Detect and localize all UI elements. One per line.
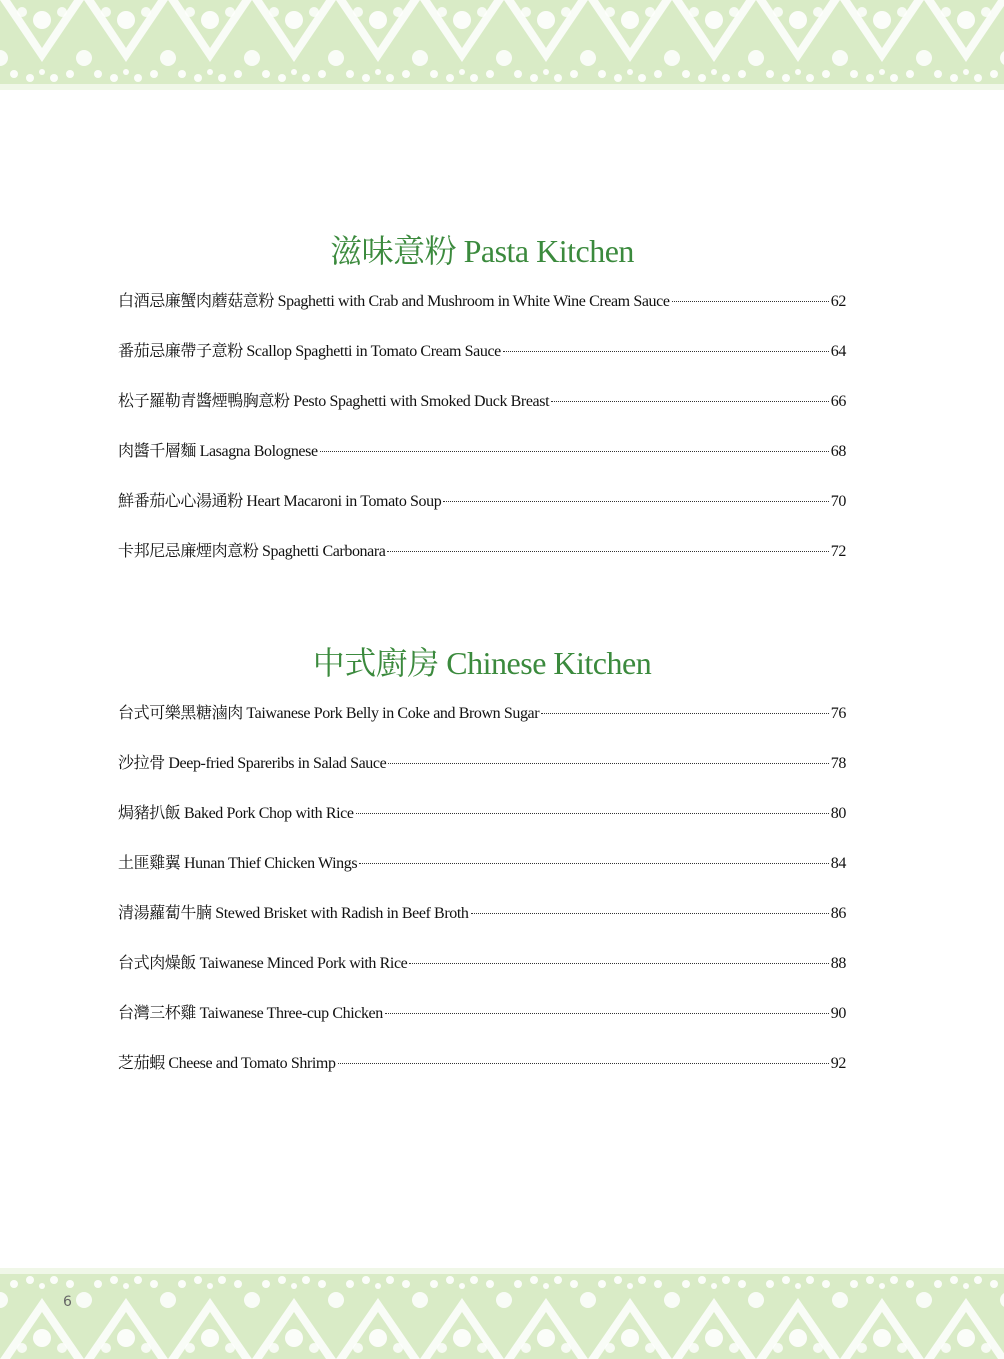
toc-item-page: 70: [830, 493, 846, 510]
toc-item-page: 90: [830, 1005, 846, 1022]
toc-item[interactable]: [118, 802, 846, 852]
toc-list: [118, 702, 846, 1102]
toc-item-label: 台式肉燥飯 Taiwanese Minced Pork with Rice: [118, 955, 408, 972]
lace-border-bottom: [0, 1268, 1004, 1359]
section-title: 中式廚房 Chinese Kitchen: [312, 645, 652, 681]
toc-item-label: 卡邦尼忌廉煙肉意粉 Spaghetti Carbonara: [118, 543, 386, 560]
lace-border-top: [0, 0, 1004, 90]
toc-item-page: 84: [830, 855, 846, 872]
lace-pattern-top: [0, 0, 1004, 90]
toc-item-label: 沙拉骨 Deep-fried Spareribs in Salad Sauce: [118, 755, 387, 772]
section-pasta-kitchen: [118, 226, 846, 590]
toc-item-label: 鮮番茄心心湯通粉 Heart Macaroni in Tomato Soup: [118, 493, 442, 510]
toc-item-page: 68: [830, 443, 846, 460]
toc-item-page: 86: [830, 905, 846, 922]
toc-item-label: 松子羅勒青醬煙鴨胸意粉 Pesto Spaghetti with Smoked Duck Breast: [118, 393, 550, 410]
toc-item[interactable]: [118, 390, 846, 440]
toc-item[interactable]: [118, 290, 846, 340]
dot-leader: [672, 301, 829, 302]
toc-item-page: 78: [830, 755, 846, 772]
toc-item[interactable]: [118, 1002, 846, 1052]
dot-leader: [409, 963, 828, 964]
toc-item[interactable]: [118, 1052, 846, 1102]
toc-item-page: 72: [830, 543, 846, 560]
dot-leader: [471, 913, 829, 914]
toc-item-page: 88: [830, 955, 846, 972]
toc-item-page: 64: [830, 343, 846, 360]
toc-item-page: 62: [830, 293, 846, 310]
toc-item[interactable]: [118, 752, 846, 802]
dot-leader: [356, 813, 829, 814]
toc-list: [118, 290, 846, 590]
dot-leader: [443, 501, 828, 502]
toc-item[interactable]: [118, 902, 846, 952]
toc-item-label: 白酒忌廉蟹肉蘑菇意粉 Spaghetti with Crab and Mushroom in White Wine Cream Sauce: [118, 293, 670, 310]
toc-item-label: 焗豬扒飯 Baked Pork Chop with Rice: [118, 805, 354, 822]
toc-item[interactable]: [118, 340, 846, 390]
toc-item[interactable]: [118, 702, 846, 752]
dot-leader: [551, 401, 829, 402]
toc-item[interactable]: [118, 440, 846, 490]
toc-item[interactable]: [118, 852, 846, 902]
dot-leader: [338, 1063, 829, 1064]
toc-item-label: 土匪雞翼 Hunan Thief Chicken Wings: [118, 855, 358, 872]
toc-item-page: 66: [830, 393, 846, 410]
dot-leader: [503, 351, 829, 352]
toc-item-label: 台灣三杯雞 Taiwanese Three-cup Chicken: [118, 1005, 383, 1022]
toc-item[interactable]: [118, 490, 846, 540]
toc-item-page: 80: [830, 805, 846, 822]
section-title: 滋味意粉 Pasta Kitchen: [330, 233, 634, 269]
dot-leader: [541, 713, 829, 714]
toc-item-page: 92: [830, 1055, 846, 1072]
toc-item[interactable]: [118, 540, 846, 590]
toc-item-label: 肉醬千層麵 Lasagna Bolognese: [118, 443, 318, 460]
lace-pattern-bottom: [0, 1268, 1004, 1359]
dot-leader: [387, 551, 828, 552]
toc-item-label: 清湯蘿蔔牛腩 Stewed Brisket with Radish in Beef Broth: [118, 905, 469, 922]
dot-leader: [320, 451, 829, 452]
toc-item-page: 76: [830, 705, 846, 722]
toc-item-label: 番茄忌廉帶子意粉 Scallop Spaghetti in Tomato Cream Sauce: [118, 343, 501, 360]
dot-leader: [359, 863, 829, 864]
dot-leader: [385, 1013, 829, 1014]
toc-item[interactable]: [118, 952, 846, 1002]
dot-leader: [388, 763, 828, 764]
section-chinese-kitchen: [118, 638, 846, 1102]
page-number: 6: [63, 1294, 72, 1310]
toc-item-label: 芝茄蝦 Cheese and Tomato Shrimp: [118, 1055, 336, 1072]
toc-item-label: 台式可樂黑糖滷肉 Taiwanese Pork Belly in Coke and Brown Sugar: [118, 705, 540, 722]
